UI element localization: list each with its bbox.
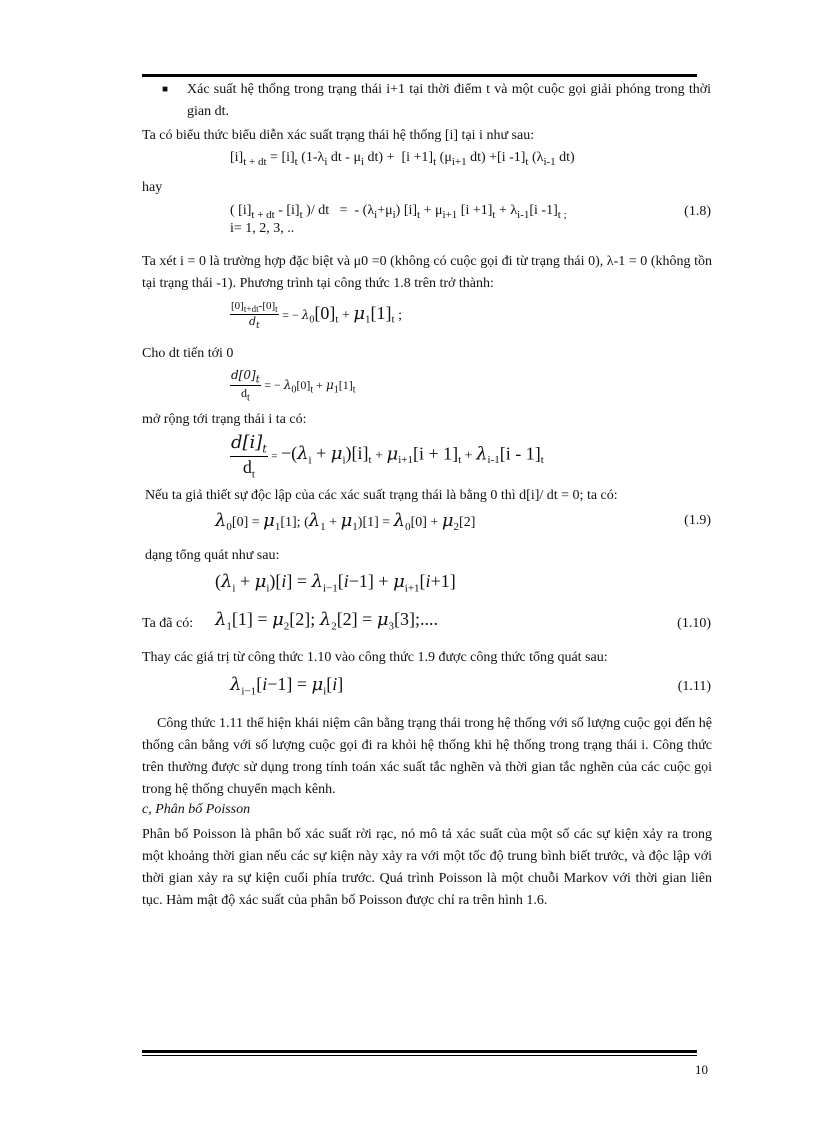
word-hay: hay: [142, 180, 163, 195]
paragraph-general-form: dạng tổng quát như sau:: [145, 548, 280, 563]
footer-rule-thick: [142, 1050, 697, 1053]
equation-general-balance: $(\lambda_i + \mu_i)[i] = \lambda_{i-1}[i-1] + \mu_{i+1}[i+1]$: [215, 571, 456, 595]
bullet-text: Xác suất hệ thống trong trạng thái i+1 tại thời điểm t và một cuộc gọi giải phóng trong thời gian dt.: [187, 82, 711, 119]
section-heading-poisson: c, Phân bố Poisson: [142, 802, 251, 817]
paragraph-poisson: Phân bố Poisson là phân bố xác suất rời rạc, nó mô tả xác suất của một số các sự kiện xảy ra trong một khoảng thời gian nếu các sự kiện này xảy ra với một tốc độ trung bình biết trước, và độc lập với thời gian xảy ra sự kiện cuối phía trước. Quá trình Poisson là một chuỗi Markov với thời gian liên tục. Hàm mật độ xác suất của phân bố Poisson được chỉ ra trên hình 1.6.: [142, 827, 712, 908]
equation-range: i= 1, 2, 3, ..: [230, 221, 295, 236]
footer-rule-thin: [142, 1055, 697, 1056]
paragraph-substitute: Thay các giá trị từ công thức 1.10 vào công thức 1.9 được công thức tổng quát sau:: [142, 650, 608, 665]
page-number: 10: [695, 1062, 708, 1077]
paragraph-dt-limit: Cho dt tiến tới 0: [142, 346, 234, 361]
equation-limit-form: $\frac{[0]_{t+dt}-[0]_t}{d_t}$ = − $\lambda_0[0]_t + \mu_1[1]_t$ ;: [231, 300, 402, 332]
equation-1-11: $\lambda_{i-1}[i-1] = \mu_i[i]$: [230, 674, 344, 698]
paragraph-special-case: Ta xét i = 0 là trường hợp đặc biệt và μ0 =0 (không có cuộc gọi đi từ trạng thái 0), λ-1 = 0 (không tồn tại trạng thái -1). Phương trình tại công thức 1.8 trên trở thành:: [142, 254, 712, 291]
equation-state-probability: $[i]_{t + dt} = [i]_t$ ($1-\lambda_i$ dt - $\mu_i$ $dt) + [i +1]_t$ ($\mu_{i+1}$ dt) +[i $-1]_t$ ($\lambda_{i-1}$ dt): [230, 150, 575, 168]
label-ta-da-co: Ta đã có:: [142, 616, 194, 631]
paragraph-extend: mở rộng tới trạng thái i ta có:: [142, 412, 307, 427]
equation-1-10: $\lambda_1[1] = \mu_2[2]$; $\lambda_2[2] = \mu_3[3]$;....: [215, 609, 439, 633]
equation-number-1-9: (1.9): [684, 513, 711, 528]
equation-derivative-zero: $\frac{d[0]_t}{d_t}$ = − $\lambda_0[0]_t + \mu_1[1]_t$: [231, 368, 356, 404]
equation-number-1-8: (1.8): [684, 204, 711, 219]
equation-1-8: ( $[i]_{t + dt} - [i]_t$ )/ dt = - $(\lambda_i+\mu_i) [i]_t + \mu_{i+1}$ $[i +1]_t + \lambda_{i-1}[i$ $-1]_{t ;}$: [230, 203, 567, 221]
paragraph-independence: Nếu ta giả thiết sự độc lập của các xác suất trạng thái là bằng 0 thì d[i]/ dt = 0; ta có:: [145, 488, 618, 503]
equation-derivative-i: $\frac{d[i]_t}{d_t}$ = $-(\lambda_i + \mu_i)[i]_t + \mu_{i+1}[i + 1]_t + \lambda_{i-1}[i - 1]_t$: [231, 432, 544, 481]
header-rule: [142, 74, 697, 77]
bullet-icon: ■: [162, 84, 169, 95]
equation-number-1-10: (1.10): [677, 616, 711, 631]
equation-1-9: $\lambda_0[0] = \mu_1[1]$; $(\lambda_1 + \mu_1)[1] = \lambda_0[0] + \mu_2[2]$: [215, 510, 476, 533]
paragraph-balance-concept: Công thức 1.11 thể hiện khái niệm cân bằng trạng thái trong hệ thống với số lượng cuộc gọi đến hệ thống cân bằng với số lượng cuộc gọi đi ra khỏi hệ thống khi hệ thống trong trạng thái i. Công thức trên thường được sử dụng trong tính toán xác suất tắc nghẽn và thời gian tắc nghẽn của các cuộc gọi trong hệ thống chuyển mạch kênh.: [142, 716, 712, 797]
equation-number-1-11: (1.11): [677, 679, 711, 694]
paragraph-intro: Ta có biểu thức biểu diễn xác suất trạng thái hệ thống [i] tại i như sau:: [142, 128, 535, 143]
